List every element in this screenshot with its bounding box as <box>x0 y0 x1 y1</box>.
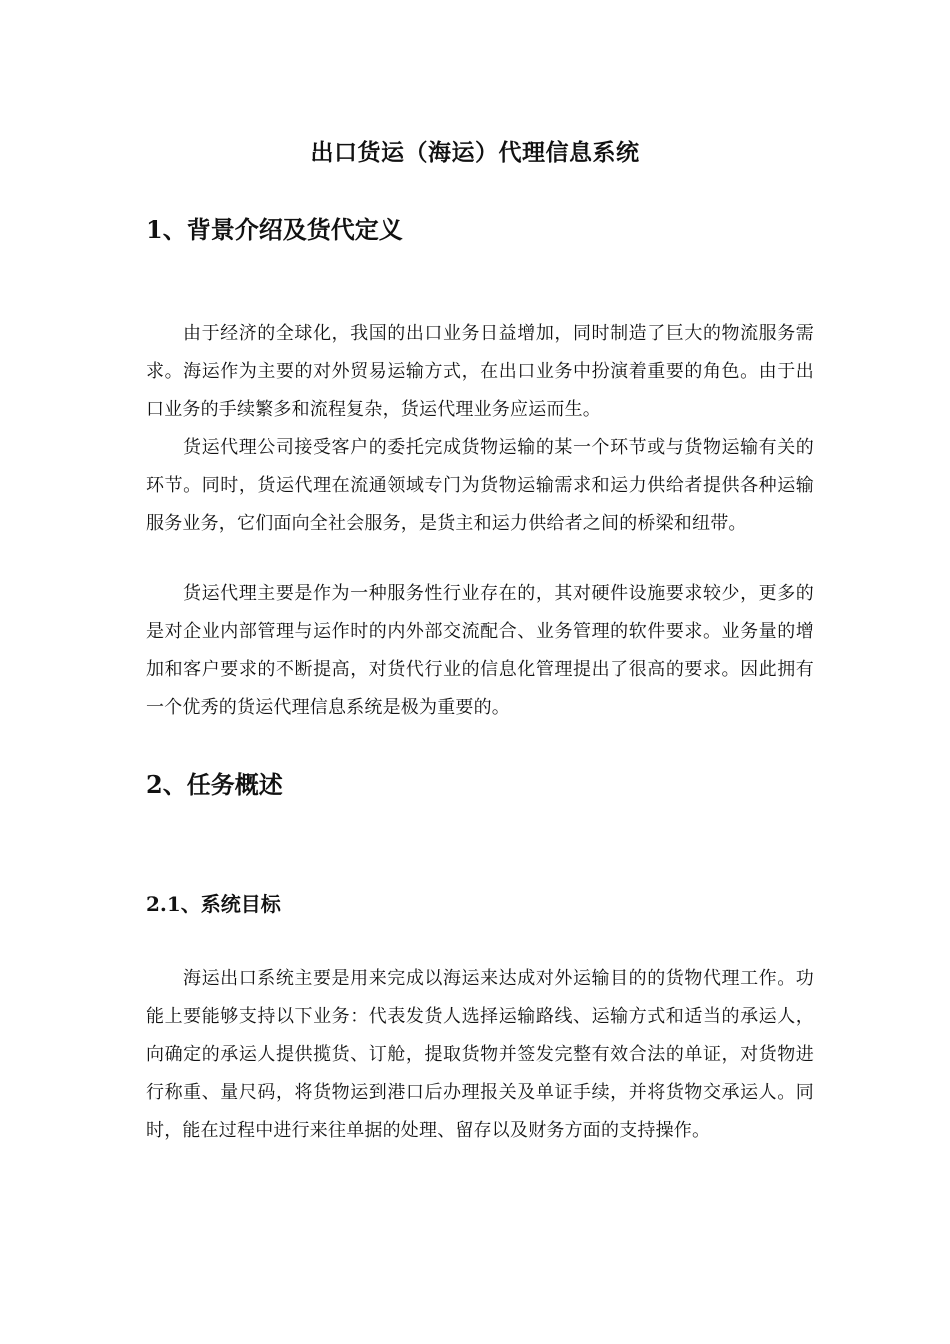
section-2-heading: 2、任务概述 <box>146 770 283 799</box>
subsection-2-1-paragraph-1: 海运出口系统主要是用来完成以海运来达成对外运输目的的货物代理工作。功能上要能够支持以下业务：代表发货人选择运输路线、运输方式和适当的承运人，向确定的承运人提供揽货、订舱，提取货物并签发完整有效合法的单证，对货物进行称重、量尺码，将货物运到港口后办理报关及单证手续，并将货物交承运人。同时，能在过程中进行来往单据的处理、留存以及财务方面的支持操作。 <box>146 968 814 1141</box>
subsection-2-1-heading: 2.1、系统目标 <box>146 892 281 916</box>
document-title: 出口货运（海运）代理信息系统 <box>310 139 640 166</box>
section-1-paragraph-2: 货运代理公司接受客户的委托完成货物运输的某一个环节或与货物运输有关的环节。同时，货运代理在流通领域专门为货物运输需求和运力供给者提供各种运输服务业务，它们面向全社会服务，是货主和运力供给者之间的桥梁和纽带。 <box>146 437 814 534</box>
section-1-paragraph-1: 由于经济的全球化，我国的出口业务日益增加，同时制造了巨大的物流服务需求。海运作为主要的对外贸易运输方式，在出口业务中扮演着重要的角色。由于出口业务的手续繁多和流程复杂，货运代理业务应运而生。 <box>146 323 814 420</box>
section-1-paragraph-3: 货运代理主要是作为一种服务性行业存在的，其对硬件设施要求较少，更多的是对企业内部管理与运作时的内外部交流配合、业务管理的软件要求。业务量的增加和客户要求的不断提高，对货代行业的信息化管理提出了很高的要求。因此拥有一个优秀的货运代理信息系统是极为重要的。 <box>146 583 814 718</box>
section-1-heading: 1、背景介绍及货代定义 <box>146 215 403 244</box>
